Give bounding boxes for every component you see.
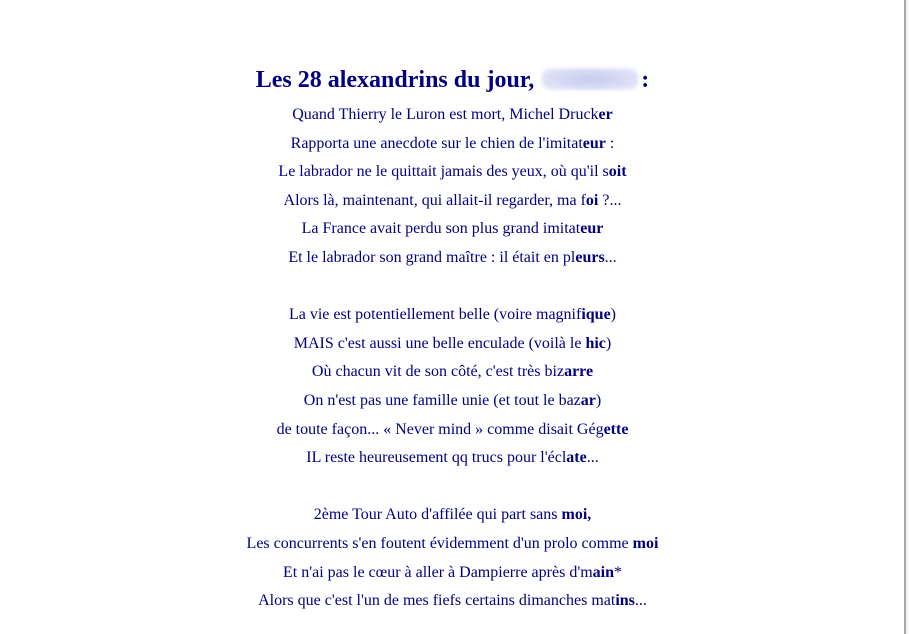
line-text: Et le labrador son grand maître : il était en pl (288, 248, 576, 266)
poem-body (0, 101, 905, 616)
line-text: : (605, 134, 615, 152)
line-text: de toute façon... « Never mind » comme disait Gég (276, 420, 604, 438)
title-suffix: : (641, 67, 650, 94)
line-text: Quand Thierry le Luron est mort, Michel Druck (292, 106, 599, 123)
poem-line (0, 330, 905, 359)
line-text: 2ème Tour Auto d'affilée qui part sans (313, 506, 562, 524)
line-text: * (613, 563, 622, 581)
line-text: Où chacun vit de son côté, c'est très biz (311, 363, 565, 381)
poem-line (0, 530, 905, 559)
poem-line (0, 301, 905, 330)
rhyme-ending: oi (585, 191, 599, 209)
poem-line (0, 416, 905, 445)
rhyme-ending: eurs (575, 248, 605, 266)
poem-line (0, 387, 905, 416)
line-text: Le labrador ne le quittait jamais des yeux, où qu'il s (278, 163, 609, 181)
rhyme-ending: ar (580, 391, 596, 409)
line-text: ?... (598, 191, 622, 209)
poem-line (0, 444, 905, 473)
line-text: IL reste heureusement qq trucs pour l'écl (306, 449, 567, 467)
rhyme-ending: oit (608, 163, 627, 181)
poem-line (0, 587, 905, 616)
line-text: ) (610, 306, 616, 324)
poem-line (0, 101, 905, 130)
stanza-gap (0, 273, 905, 302)
line-text: On n'est pas une famille unie (et tout le baz (303, 391, 581, 409)
line-text: Alors là, maintenant, qui allait-il regarder, ma f (283, 191, 586, 209)
stanza-gap (0, 473, 905, 502)
rhyme-ending: moi (632, 534, 659, 552)
rhyme-ending: ique (581, 306, 611, 324)
rhyme-ending: moi, (561, 506, 592, 524)
rhyme-ending: er (598, 106, 613, 123)
line-text: Et n'ai pas le cœur à aller à Dampierre après d'm (283, 563, 593, 581)
rhyme-ending: eur (580, 220, 604, 238)
poem-line (0, 215, 905, 244)
rhyme-ending: arre (564, 363, 594, 381)
line-text: ... (634, 592, 647, 610)
poem-line (0, 158, 905, 187)
rhyme-ending: eur (582, 134, 606, 152)
line-text: MAIS c'est aussi une belle enculade (voilà le (293, 334, 586, 352)
rhyme-ending: ain (592, 563, 614, 581)
line-text: Rapporta une anecdote sur le chien de l'imitat (290, 134, 583, 152)
rhyme-ending: ate (566, 449, 587, 467)
poem-line (0, 559, 905, 588)
line-text: ) (595, 391, 602, 409)
poem-line (0, 130, 905, 159)
line-text: Les concurrents s'en foutent évidemment d'un prolo comme (246, 534, 633, 552)
window-right-edge (904, 0, 909, 634)
poem-line (0, 358, 905, 387)
page-title (0, 64, 905, 96)
poem-line (0, 187, 905, 216)
line-text: ) (605, 334, 612, 352)
title-prefix: Les 28 alexandrins du jour, (255, 67, 535, 94)
line-text: Alors que c'est l'un de mes fiefs certains dimanches mat (258, 592, 616, 610)
redacted-name-blur (542, 68, 638, 90)
rhyme-ending: hic (585, 334, 606, 352)
rhyme-ending: ins (615, 592, 635, 610)
line-text: ... (586, 449, 599, 467)
line-text: La France avait perdu son plus grand imitat (301, 220, 581, 238)
line-text: ... (604, 248, 617, 266)
poem-line (0, 501, 905, 530)
line-text: La vie est potentiellement belle (voire magnif (288, 306, 582, 324)
rhyme-ending: ette (603, 420, 629, 438)
poem-line (0, 244, 905, 273)
